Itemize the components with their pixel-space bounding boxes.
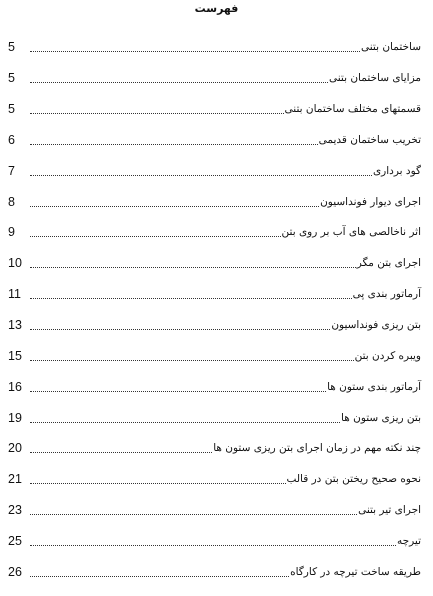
toc-entry-page: 21 <box>8 472 22 487</box>
toc-entry-label: طریقه ساخت تیرچه در کارگاه <box>290 565 421 578</box>
toc-entry-label: بتن ریزی ستون ها <box>341 411 421 424</box>
toc-entry-label: ساختمان بتنی <box>361 41 421 54</box>
dot-leader <box>30 267 356 268</box>
toc-entry-page: 20 <box>8 441 22 456</box>
toc-entry <box>8 310 421 341</box>
toc-entry-page: 10 <box>8 256 22 271</box>
dot-leader <box>30 206 319 207</box>
dot-leader <box>30 545 396 546</box>
toc-entry-page: 11 <box>8 287 21 302</box>
toc-entry-label: آرماتور بندی پی <box>352 288 421 301</box>
toc-entry-label: اجرای تیر بتنی <box>358 504 421 517</box>
toc-entry-page: 26 <box>8 564 22 579</box>
toc-entry-label: اثر ناخالصی های آب بر روی بتن <box>281 226 421 239</box>
toc-entry-label: بتن ریزی فونداسیون <box>331 319 421 332</box>
dot-leader <box>30 576 289 577</box>
toc-entry-page: 5 <box>8 71 15 86</box>
dot-leader <box>30 144 318 145</box>
dot-leader <box>30 422 340 423</box>
dot-leader <box>30 329 330 330</box>
toc-entry-page: 19 <box>8 410 22 425</box>
dot-leader <box>30 175 372 176</box>
dot-leader <box>30 483 286 484</box>
toc-entry <box>8 402 421 433</box>
toc-entry <box>8 248 421 279</box>
toc-entry <box>8 556 421 587</box>
toc-entry <box>8 63 421 94</box>
toc-entry-page: 8 <box>8 194 15 209</box>
toc-entry-page: 5 <box>8 40 15 55</box>
toc-entry-label: اجرای دیوار فونداسیون <box>320 195 421 208</box>
toc-entry-page: 5 <box>8 102 15 117</box>
toc-entry <box>8 340 421 371</box>
toc-entry-label: تخریب ساختمان قدیمی <box>318 133 421 146</box>
table-of-contents <box>8 32 421 587</box>
toc-entry <box>8 125 421 156</box>
toc-entry <box>8 464 421 495</box>
toc-entry <box>8 495 421 526</box>
toc-entry-page: 9 <box>8 225 15 240</box>
toc-entry-page: 25 <box>8 533 22 548</box>
toc-entry-page: 6 <box>8 132 15 147</box>
toc-entry <box>8 217 421 248</box>
toc-entry-label: چند نکته مهم در زمان اجرای بتن ریزی ستون ها <box>213 442 421 455</box>
toc-entry <box>8 526 421 557</box>
toc-entry-label: گود برداری <box>372 164 421 177</box>
toc-entry-label: قسمتهای مختلف ساختمان بتنی <box>284 103 421 116</box>
toc-entry <box>8 279 421 310</box>
dot-leader <box>30 113 284 114</box>
dot-leader <box>30 298 352 299</box>
dot-leader <box>30 360 354 361</box>
toc-entry <box>8 371 421 402</box>
toc-entry <box>8 186 421 217</box>
toc-entry-label: ویبره کردن بتن <box>354 349 421 362</box>
toc-entry <box>8 94 421 125</box>
toc-title: فهرست <box>194 2 239 15</box>
dot-leader <box>30 51 360 52</box>
toc-entry <box>8 433 421 464</box>
toc-entry-label: مزایای ساختمان بتنی <box>329 72 421 85</box>
toc-entry-page: 23 <box>8 503 22 518</box>
dot-leader <box>30 236 281 237</box>
dot-leader <box>30 391 326 392</box>
toc-entry-page: 15 <box>8 348 22 363</box>
toc-entry-label: اجرای بتن مگر <box>356 257 421 270</box>
toc-entry <box>8 155 421 186</box>
toc-entry-page: 7 <box>8 163 15 178</box>
toc-entry-page: 13 <box>8 318 22 333</box>
dot-leader <box>30 452 212 453</box>
toc-entry-page: 16 <box>8 379 22 394</box>
toc-entry-label: نحوه صحیح ریختن بتن در قالب <box>286 473 421 486</box>
dot-leader <box>30 82 328 83</box>
toc-entry <box>8 32 421 63</box>
dot-leader <box>30 514 357 515</box>
toc-entry-label: تیرچه <box>396 534 421 547</box>
toc-entry-label: آرماتور بندی ستون ها <box>327 380 421 393</box>
